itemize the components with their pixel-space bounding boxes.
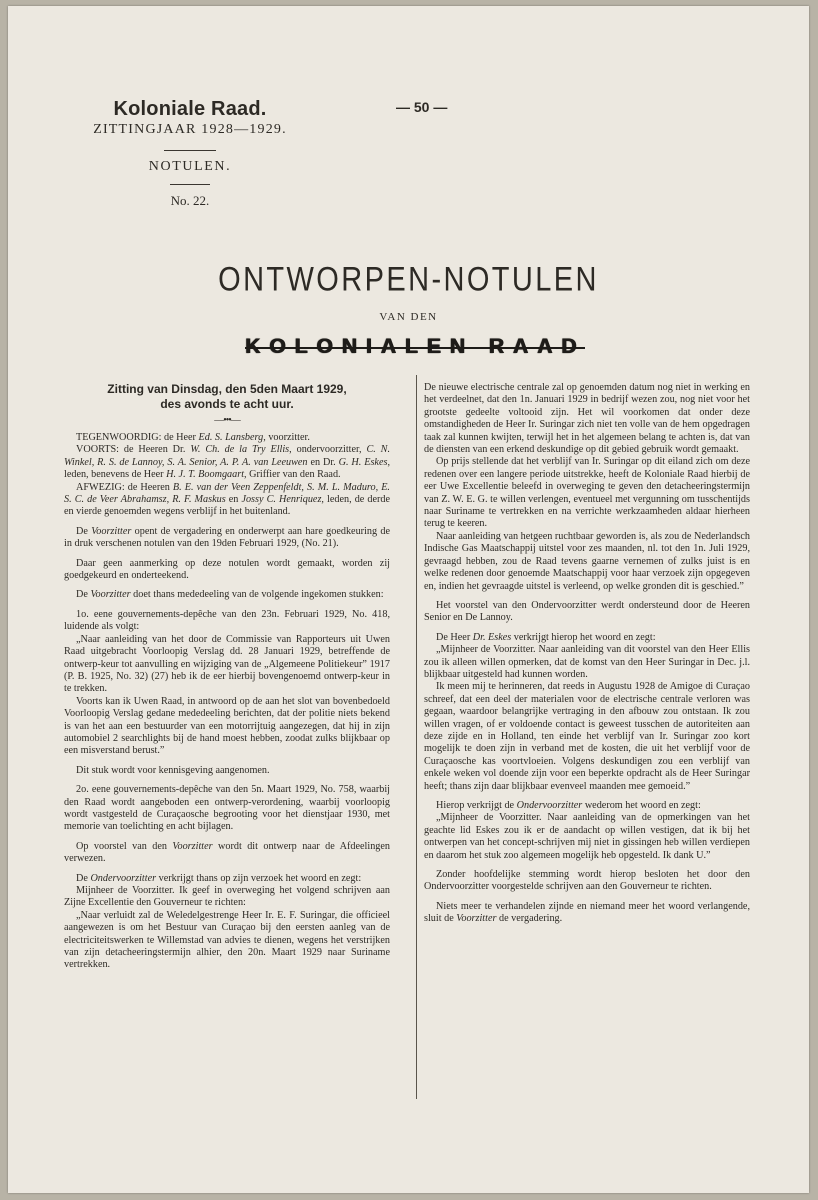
vice-speech-1: Mijnheer de Voorzitter. Ik geef in overweging het volgend schrijven aan Zijne Excellentie den Gouverneur te richten:: [64, 885, 390, 909]
right-paragraph-2: Op prijs stellende dat het verblijf van Ir. Suringar op dit eiland zich om deze redenen over een langere periode uitstrekke, heeft de Koloniale Raad hierbij de eer Uwe Excellentie beleefd in overweging te geven den detacheeringstermijn van Z. W. E. G. te willen verlengen, eventueel met vergunning om tusschentijds naar Suriname te vertrekken en na verrichte werkzaamheden aldaar hierheen terug te keeren.: [424, 456, 750, 530]
vice-speech-2: „Naar verluidt zal de Weledelgestrenge Heer Ir. E. F. Suringar, die officieel aangewezen is om het Bestuur van Curaçao bij den eersten aanleg van de electriciteitswerken te Willemstad van advies te dienen, wegens het verstrijken van zijn detacheeringstermijn alhier, den 20n. Maart 1929 naar Suriname vertrekken.: [64, 909, 390, 971]
document-page: [8, 6, 809, 1193]
right-paragraph-7: Ik meen mij te herinneren, dat reeds in Augustu 1928 de Amigoe di Curaçao schreef, dat een deel der materialen voor de electrische centrale verloren was gegaan, waardoor belangrijke vertraging in den afbouw zou ontstaan. Ik zou willen vragen, of er voldoende contact is geweest tusschen de autoriteiten aan deze zijde en in Holland, ten einde het verblijf van Ir. Suringar zoo kort mogelijk te doen zijn in verband met de kosten, die uit het verblijf voor de Curaçaosche kas voortvloeien. Volgens deskundigen zou een verblijf van enkele weken vol doende zijn voor een beperkte opdracht als de Heer Suringar heeft; thans zijn daar blijkbaar evenveel maanden mee gemoeid.”: [424, 681, 750, 792]
right-paragraph-5: De Heer Dr. Eskes verkrijgt hierop het woord en zegt:: [436, 631, 656, 643]
item-1-quote-1: „Naar aanleiding van het door de Commissie van Rapporteurs uit Uwen Raad uitgebracht Voorloopig Verslag dd. 28 Januari 1929, betreffende de ontwerp-keur tot aanvulling en wijziging van de „Algemeene Politiekeur” 1917 (P. B. 1925, No. 32) (27) heb ik de eer hierbij bovengenoemd ontwerp-keur in te trekken.: [64, 633, 390, 695]
right-paragraph-4: Het voorstel van den Ondervoorzitter werdt ondersteund door de Heeren Senior en De Lannoy.: [424, 599, 750, 624]
page-number: — 50 —: [396, 99, 448, 115]
ornament: —•••—: [214, 415, 240, 426]
right-paragraph-3: Naar aanleiding van hetgeen ruchtbaar geworden is, als zou de Nederlandsch Indische Gas Maatschappij uitstel voor zes maanden, nl. tot den 1n. Juli 1929, gevraagd hebben, zou de Raad tevens gaarne vernemen of zulks juist is en welke redenen door genoemde Maatschappij voor haar verzoek zijn opgegeven en, indien het gevraagde uitstel is verleend, op welke gronden dit is geschied.”: [424, 530, 750, 592]
item-1-intro: 1o. eene gouvernements-depêche van den 23n. Februari 1929, No. 418, luidende als volgt:: [64, 608, 390, 633]
session-year: ZITTINGJAAR 1928—1929.: [93, 122, 287, 137]
column-divider: [416, 375, 417, 1099]
right-paragraph-11: Niets meer te verhandelen zijnde en niemand meer het woord verlangende, sluit de Voorzitter de vergadering.: [424, 900, 750, 925]
item-1-note: Dit stuk wordt voor kennisgeving aangenomen.: [76, 764, 270, 776]
right-paragraph-1: De nieuwe electrische centrale zal op genoemden datum nog niet in werking en het verdeelnet, dat den 1n. Januari 1929 in bedrijf wezen zou, nog niet voor het grootste gedeelte voltooid zijn. Het wil voorkomen dat onder deze omstandigheden de Heer Ir. Suringar zich niet ten volle van de hem opgedragen taak zal kunnen kwijten, terwijl het in het algemeen belang te achten is, dat van de diensten van een erkend deskundige op dit gebied gebruik wordt gemaakt.: [424, 382, 750, 456]
subtitle-van-den: VAN DEN: [379, 311, 438, 323]
paragraph-announcement: De Voorzitter doet thans mededeeling van de volgende ingekomen stukken:: [76, 589, 384, 601]
attendance-absent: AFWEZIG: de Heeren B. E. van der Veen Zeppenfeldt, S. M. L. Maduro, E. S. C. de Veer Abrahamsz, R. F. Maskus en Jossy C. Henriquez, leden, de derde en vierde genoemden wegens verblijf in het buitenland.: [64, 481, 390, 518]
paragraph-approved: Daar geen aanmerking op deze notulen wordt gemaakt, worden zij goedgekeurd en onderteekend.: [64, 557, 390, 582]
sitting-line-2: des avonds te acht uur.: [160, 397, 294, 411]
paragraph-vice-chair: De Ondervoorzitter verkrijgt thans op zijn verzoek het woord en zegt:: [76, 872, 362, 884]
right-paragraph-9: „Mijnheer de Voorzitter. Naar aanleiding van de opmerkingen van het geachte lid Eskes zou ik er de aandacht op willen vestigen, dat ik bij het ontwerpen van het concept-schrijven mij niet in gissingen heb willen verdiepen en daarom het stuk zoo algemeen mogelijk heb opgesteld. Ik dank U.”: [424, 812, 750, 861]
main-title: ONTWORPEN-NOTULEN: [218, 261, 599, 299]
sitting-heading: [64, 382, 390, 412]
right-paragraph-6: „Mijnheer de Voorzitter. Naar aanleiding van dit voorstel van den Heer Ellis zou ik alleen willen opmerken, dat de komst van den Heer Suringar in Dec. j.l. blijkbaar uitgesteld had kunnen worden.: [424, 644, 750, 680]
document-header: [70, 98, 310, 209]
attendance-present: TEGENWOORDIG: de Heer Ed. S. Lansberg, voorzitter.: [76, 432, 310, 443]
right-paragraph-8: Hierop verkrijgt de Ondervoorzitter wederom het woord en zegt:: [436, 800, 701, 811]
item-1-quote-2: Voorts kan ik Uwen Raad, in antwoord op de aan het slot van bovenbedoeld Voorloopig Verslag gedane mededeeling berichten, dat der politie niets bekend is van het aan een bestuurder van een motorrijtuig aangezegen, dat hij in zijn automobiel 2 searchlights bij de hand moest hebben, zoodat zulks blijkbaar op een misverstand berust.”: [64, 695, 390, 757]
left-column: [64, 382, 390, 979]
paragraph-proposal: Op voorstel van den Voorzitter wordt dit ontwerp naar de Afdeelingen verwezen.: [64, 840, 390, 865]
divider-rule: [164, 150, 216, 151]
council-title: Koloniale Raad.: [113, 98, 267, 120]
sitting-line-1: Zitting van Dinsdag, den 5den Maart 1929,: [107, 382, 347, 396]
item-2: 2o. eene gouvernements-depêche van den 5n. Maart 1929, No. 758, waarbij den Raad wordt aangeboden een ontwerp-verordening, waarbij voorloopig wordt vastgesteld de Curaçaosche begrooting voor het dienstjaar 1930, met memorie van toelichting en acht bijlagen.: [64, 784, 390, 833]
council-name-text: KOLONIALEN RAAD: [244, 335, 586, 358]
issue-number: No. 22.: [170, 193, 210, 208]
council-name-banner: [186, 335, 644, 359]
paragraph-opening: De Voorzitter opent de vergadering en onderwerpt aan hare goedkeuring de in druk verschenen notulen van den 19den Februari 1929, (No. 21).: [64, 525, 390, 550]
right-paragraph-10: Zonder hoofdelijke stemming wordt hierop besloten het door den Ondervoorzitter voorgestelde schrijven aan den Gouverneur te richten.: [424, 869, 750, 893]
attendance-also: VOORTS: de Heeren Dr. W. Ch. de la Try Ellis, ondervoorzitter, C. N. Winkel, R. S. de Lannoy, S. A. Senior, A. P. A. van Leeuwen en Dr. G. H. Eskes, leden, benevens de Heer H. J. T. Boomgaart, Griffier van den Raad.: [64, 444, 391, 481]
notulen-label: NOTULEN.: [148, 159, 232, 174]
right-column: [424, 382, 750, 933]
divider-rule: [170, 184, 210, 185]
